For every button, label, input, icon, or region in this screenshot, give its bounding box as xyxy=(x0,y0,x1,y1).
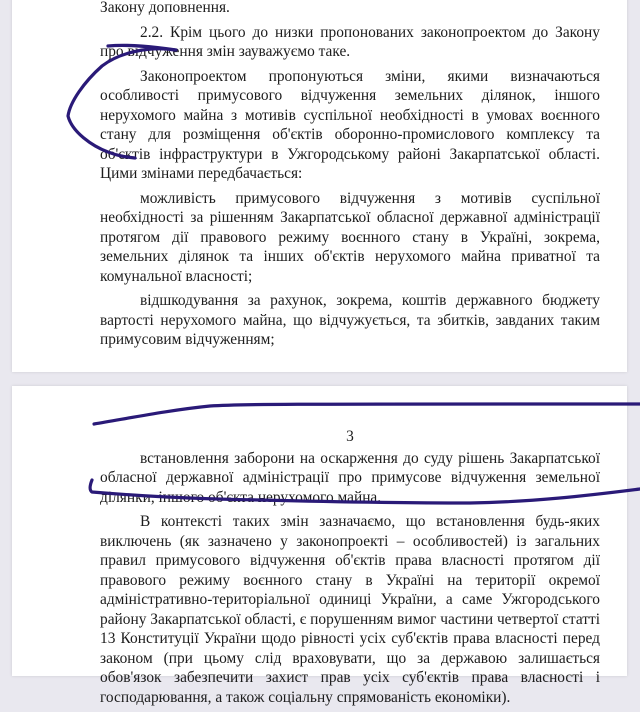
paragraph-compensation: відшкодування за рахунок, зокрема, коштів державного бюджету вартості нерухомого майна, що відчужується, та збитків, завданих таким примусовим відчуженням; xyxy=(100,292,600,348)
document-page-1 xyxy=(12,0,627,372)
page-number: 3 xyxy=(346,428,354,445)
page-1-text xyxy=(100,0,600,355)
paragraph-continuation: Закону доповнення. xyxy=(100,0,230,16)
paragraph-forced-alienation: можливість примусового відчуження з мотивів суспільної необхідності за рішенням Закарпатської обласної державної адміністрації протягом дії правового режиму воєнного стану в Україні, зокрема, земельних ділянок та інших об'єктів нерухомого майна приватної та комунальної власності; xyxy=(100,189,600,285)
paragraph-proposed-changes: Законопроектом пропонуються зміни, якими визначаються особливості примусового відчуження земельних ділянок, іншого нерухомого майна з мотивів суспільної необхідності в умовах воєнного стану для розміщення об'єктів оборонно-промислового комплексу та об'єктів інфраструктури в Ужгородському районі Закарпатської області. Цими змінами передбачається: xyxy=(100,67,600,182)
document-page-2 xyxy=(12,386,627,706)
paragraph-appeal-ban: встановлення заборони на оскарження до суду рішень Закарпатської обласної державної адміністрації про примусове відчуження земельної ділянки, іншого об'єкта нерухомого майна. xyxy=(100,449,600,506)
page-2-text xyxy=(100,427,600,712)
paragraph-context: В контексті таких змін зазначаємо, що встановлення будь-яких виключень (як зазначено у законопроекті – особливостей) із загальних правил примусового відчуження об'єктів права власності протягом дії правового режиму воєнного стану в Україні на території окремої адміністративно-територіальної одиниці України, а саме Ужгородського району Закарпатської області, є порушенням вимог частини четвертої статті 13 Конституції України щодо рівності усіх суб'єктів права власності перед законом (при цьому слід враховувати, що за державою залишається обов'язок забезпечити захист прав усіх суб'єктів права власності і господарювання, а також соціальну спрямованість економіки). xyxy=(100,513,600,706)
paragraph-2-2: 2.2. Крім цього до низки пропонованих законопроектом до Закону про відчуження змін зауважуємо таке. xyxy=(100,23,600,60)
